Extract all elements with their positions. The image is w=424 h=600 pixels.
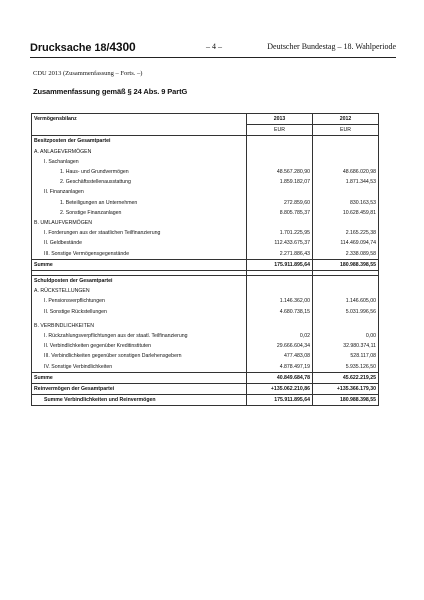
value-2012: 32.980.374,11	[313, 341, 379, 351]
row-label: 2. Sonstige Finanzanlagen	[32, 208, 247, 218]
table-head-label: Vermögensbilanz	[32, 114, 247, 125]
row-label: Summe Verbindlichkeiten und Reinvermögen	[32, 395, 247, 406]
value-2012	[313, 321, 379, 331]
value-2012: 180.988.398,55	[313, 259, 379, 270]
value-2012	[313, 187, 379, 197]
table-row	[32, 351, 379, 361]
value-2012	[313, 286, 379, 296]
value-2013: 1.859.182,07	[247, 177, 313, 187]
summary-row	[32, 372, 379, 383]
value-2013	[247, 321, 313, 331]
row-label: II. Verbindlichkeiten gegenüber Kreditinstituten	[32, 341, 247, 351]
value-2013: 0,02	[247, 331, 313, 341]
table-row	[32, 296, 379, 306]
table-row	[32, 136, 379, 147]
row-label: Besitzposten der Gesamtpartei	[32, 136, 247, 147]
value-2012	[313, 157, 379, 167]
table-row	[32, 362, 379, 373]
balance-sheet-body	[32, 114, 379, 406]
value-2012: 5.031.996,56	[313, 307, 379, 317]
row-label: 1. Beteiligungen an Unternehmen	[32, 198, 247, 208]
table-unit-row	[32, 125, 379, 136]
row-label: Schuldposten der Gesamtpartei	[32, 276, 247, 287]
table-row	[32, 331, 379, 341]
value-2012	[313, 136, 379, 147]
row-label: I. Pensionsverpflichtungen	[32, 296, 247, 306]
value-2012: +135.366.179,30	[313, 384, 379, 395]
row-label: I. Rückzahlungsverpflichtungen aus der staatl. Teilfinanzierung	[32, 331, 247, 341]
table-row	[32, 276, 379, 287]
summary-row	[32, 384, 379, 395]
table-row	[32, 321, 379, 331]
unit-prior: EUR	[313, 125, 379, 136]
value-2012: 180.988.398,55	[313, 395, 379, 406]
row-label: A. RÜCKSTELLUNGEN	[32, 286, 247, 296]
value-2013: 175.911.895,64	[247, 259, 313, 270]
value-2013	[247, 276, 313, 287]
row-label: II. Geldbestände	[32, 238, 247, 248]
table-row	[32, 341, 379, 351]
publisher-line: Deutscher Bundestag – 18. Wahlperiode	[267, 42, 396, 51]
row-label: I. Forderungen aus der staatlichen Teilfinanzierung	[32, 228, 247, 238]
value-2013: +135.062.210,86	[247, 384, 313, 395]
document-number-prefix: Drucksache 18/	[30, 42, 110, 54]
unit-spacer	[32, 125, 247, 136]
value-2013: 4.680.738,15	[247, 307, 313, 317]
row-label: II. Finanzanlagen	[32, 187, 247, 197]
row-label: IV. Sonstige Verbindlichkeiten	[32, 362, 247, 373]
section-title: Zusammenfassung gemäß § 24 Abs. 9 PartG	[33, 87, 188, 96]
value-2012: 2.165.225,38	[313, 228, 379, 238]
page-header	[30, 40, 396, 56]
value-2013	[247, 157, 313, 167]
value-2012	[313, 218, 379, 228]
value-2013	[247, 286, 313, 296]
row-label: Summe	[32, 372, 247, 383]
row-label: III. Verbindlichkeiten gegenüber sonstigen Darlehensgebern	[32, 351, 247, 361]
table-row	[32, 208, 379, 218]
table-row	[32, 157, 379, 167]
value-2013: 8.805.785,37	[247, 208, 313, 218]
value-2012: 45.622.219,25	[313, 372, 379, 383]
value-2012: 5.935.126,50	[313, 362, 379, 373]
table-row	[32, 187, 379, 197]
value-2013: 112.433.675,37	[247, 238, 313, 248]
row-label: A. ANLAGEVERMÖGEN	[32, 147, 247, 157]
value-2012	[313, 276, 379, 287]
row-label: B. UMLAUFVERMÖGEN	[32, 218, 247, 228]
year-current-header: 2013	[247, 114, 313, 125]
value-2012: 1.146.605,00	[313, 296, 379, 306]
value-2012: 48.686.020,98	[313, 167, 379, 177]
table-row	[32, 198, 379, 208]
table-row	[32, 147, 379, 157]
summary-row	[32, 395, 379, 406]
document-number-value: 4300	[109, 40, 136, 54]
unit-current: EUR	[247, 125, 313, 136]
value-2013: 477.483,08	[247, 351, 313, 361]
table-header-row	[32, 114, 379, 125]
row-label: 1. Haus- und Grundvermögen	[32, 167, 247, 177]
value-2013	[247, 187, 313, 197]
table-row	[32, 286, 379, 296]
balance-sheet-table	[31, 113, 379, 406]
row-label: Reinvermögen der Gesamtpartei	[32, 384, 247, 395]
table-row	[32, 167, 379, 177]
value-2012: 2.338.089,58	[313, 249, 379, 260]
table-row	[32, 238, 379, 248]
value-2013: 48.567.280,90	[247, 167, 313, 177]
table-row	[32, 228, 379, 238]
value-2012	[313, 147, 379, 157]
value-2013: 1.146.362,00	[247, 296, 313, 306]
value-2013: 29.666.604,34	[247, 341, 313, 351]
row-label: B. VERBINDLICHKEITEN	[32, 321, 247, 331]
value-2012: 830.163,53	[313, 198, 379, 208]
table-row	[32, 177, 379, 187]
row-label: 2. Geschäftsstellenausstattung	[32, 177, 247, 187]
value-2012: 0,00	[313, 331, 379, 341]
value-2013	[247, 136, 313, 147]
value-2013: 40.849.684,78	[247, 372, 313, 383]
value-2013	[247, 147, 313, 157]
value-2013: 2.271.886,43	[247, 249, 313, 260]
row-label: Summe	[32, 259, 247, 270]
value-2013	[247, 218, 313, 228]
table-row	[32, 249, 379, 260]
table-row	[32, 307, 379, 317]
table-row	[32, 218, 379, 228]
year-prior-header: 2012	[313, 114, 379, 125]
value-2013: 4.878.497,19	[247, 362, 313, 373]
value-2012: 528.117,08	[313, 351, 379, 361]
value-2012: 1.871.344,53	[313, 177, 379, 187]
row-label: III. Sonstige Vermögensgegenstände	[32, 249, 247, 260]
row-label: II. Sonstige Rückstellungen	[32, 307, 247, 317]
row-label: I. Sachanlagen	[32, 157, 247, 167]
value-2012: 10.628.459,81	[313, 208, 379, 218]
header-rule	[30, 57, 396, 58]
value-2012: 114.469.094,74	[313, 238, 379, 248]
subheading: CDU 2013 (Zusammenfassung – Forts. –)	[33, 70, 143, 77]
document-number	[30, 40, 136, 54]
value-2013: 1.701.225,95	[247, 228, 313, 238]
value-2013: 272.859,60	[247, 198, 313, 208]
summary-row	[32, 259, 379, 270]
value-2013: 175.911.895,64	[247, 395, 313, 406]
page-number: – 4 –	[206, 42, 222, 51]
